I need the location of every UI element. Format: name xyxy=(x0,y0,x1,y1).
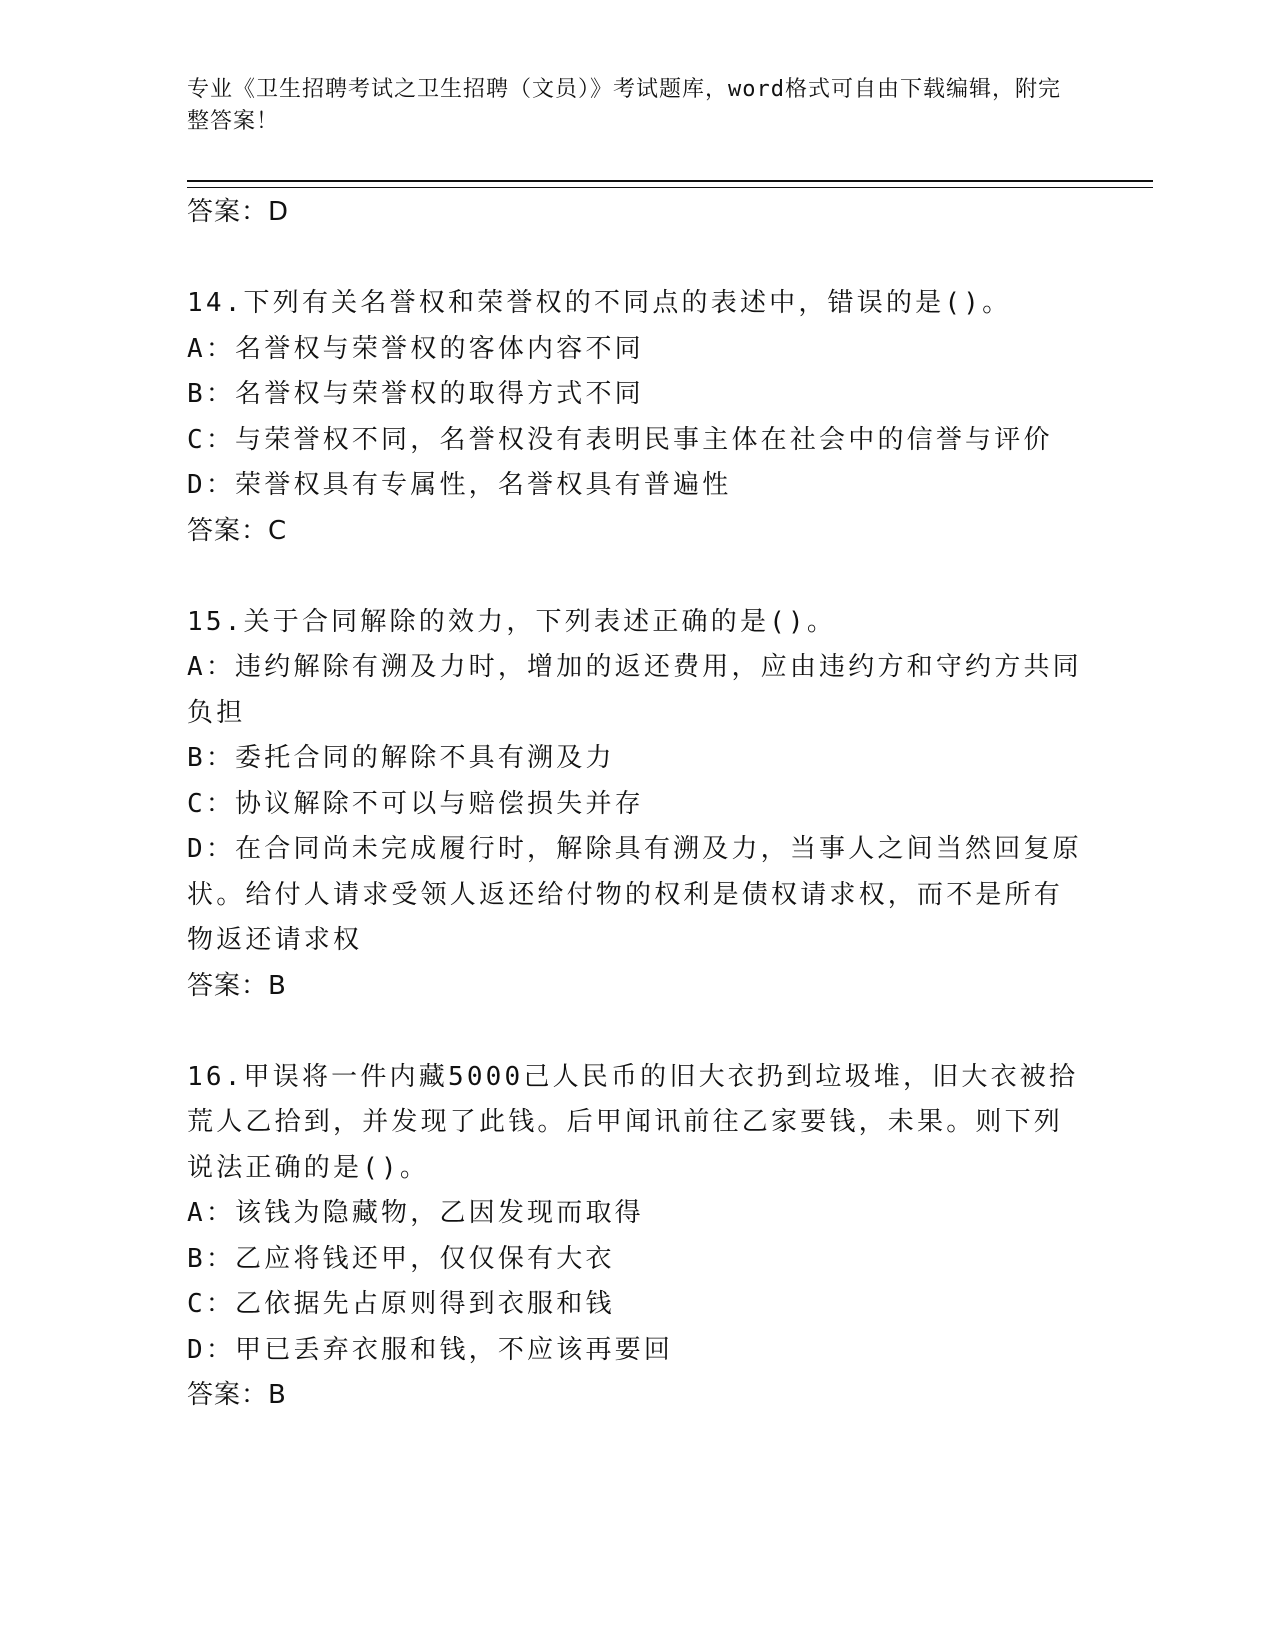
spacer xyxy=(187,554,1087,600)
option-a: A：名誉权与荣誉权的客体内容不同 xyxy=(187,333,644,364)
question-block xyxy=(187,1055,1087,1419)
question-stem: 15.关于合同解除的效力，下列表述正确的是()。 xyxy=(187,606,837,637)
option-d: D：甲已丢弃衣服和钱，不应该再要回 xyxy=(187,1334,674,1365)
option-c: C：与荣誉权不同，名誉权没有表明民事主体在社会中的信誉与评价 xyxy=(187,424,1053,455)
question-block xyxy=(187,600,1087,1010)
question-block xyxy=(187,281,1087,554)
option-c: C：协议解除不可以与赔偿损失并存 xyxy=(187,788,644,819)
option-b: B：委托合同的解除不具有溯及力 xyxy=(187,743,615,773)
option-b: B：乙应将钱还甲，仅仅保有大衣 xyxy=(187,1243,615,1274)
previous-answer: 答案：D xyxy=(187,197,290,227)
spacer xyxy=(187,1009,1087,1055)
answer-label: 答案：B xyxy=(187,1380,287,1410)
question-list xyxy=(187,190,1087,1419)
header-divider xyxy=(187,180,1153,188)
answer-label: 答案：C xyxy=(187,515,288,546)
question-stem: 16.甲误将一件内藏5000己人民币的旧大衣扔到垃圾堆，旧大衣被拾荒人乙拾到，并发现了此钱。后甲闻讯前往乙家要钱，未果。则下列说法正确的是()。 xyxy=(187,1061,1079,1183)
option-c: C：乙依据先占原则得到衣服和钱 xyxy=(187,1289,615,1319)
answer-label: 答案：B xyxy=(187,970,287,1001)
spacer xyxy=(187,236,1087,282)
option-d: D：荣誉权具有专属性，名誉权具有普遍性 xyxy=(187,470,732,500)
question-stem: 14.下列有关名誉权和荣誉权的不同点的表述中，错误的是()。 xyxy=(187,288,1012,318)
option-b: B：名誉权与荣誉权的取得方式不同 xyxy=(187,379,644,409)
page-header-text: 专业《卫生招聘考试之卫生招聘（文员）》考试题库，word格式可自由下载编辑，附完整答案！ xyxy=(187,77,1061,134)
option-a: A：该钱为隐藏物，乙因发现而取得 xyxy=(187,1198,644,1228)
option-a: A：违约解除有溯及力时，增加的返还费用，应由违约方和守约方共同负担 xyxy=(187,652,1082,728)
option-d: D：在合同尚未完成履行时，解除具有溯及力，当事人之间当然回复原状。给付人请求受领人返还给付物的权利是债权请求权，而不是所有物返还请求权 xyxy=(187,834,1082,955)
